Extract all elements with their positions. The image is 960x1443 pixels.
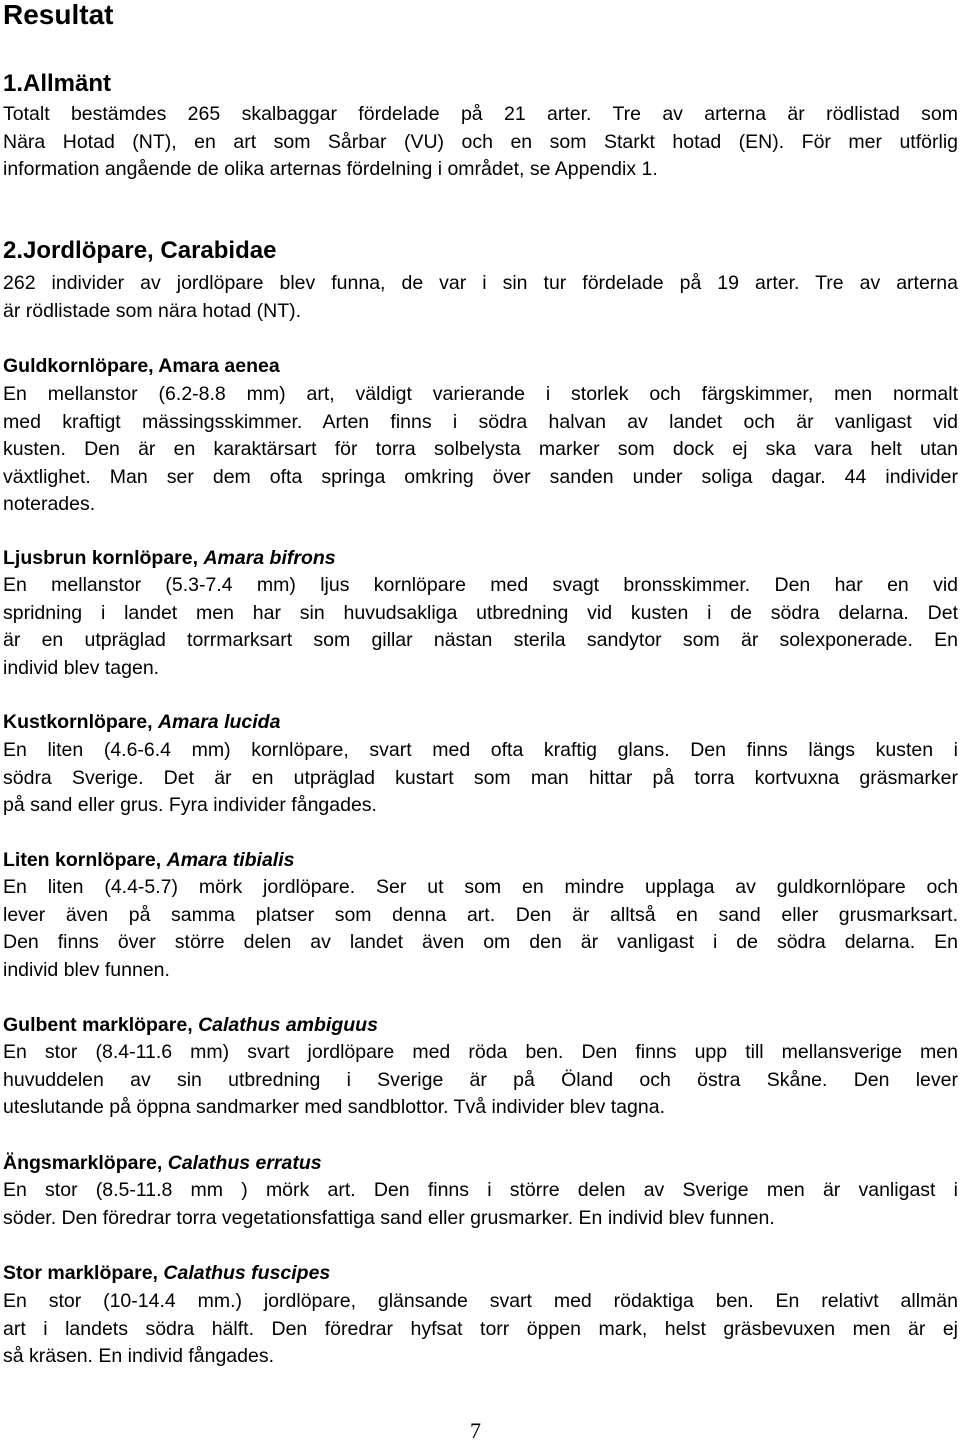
species-heading bbox=[3, 353, 280, 379]
species-latin-name: Amara tibialis bbox=[166, 849, 295, 871]
species-description bbox=[3, 381, 958, 519]
species-name: Kustkornlöpare, bbox=[3, 711, 158, 733]
section-heading-allmant: 1.Allmänt bbox=[3, 70, 112, 97]
text-line: uteslutande på öppna sandmarker med sandblottor. Två individer blev tagna. bbox=[3, 1096, 665, 1118]
species-description bbox=[3, 1177, 958, 1232]
text-line: Den finns över större delen av landet även om den är vanligast i de södra delarna. En bbox=[3, 931, 958, 953]
section-paragraph-jordlopare bbox=[3, 270, 958, 325]
text-line: växtlighet. Man ser dem ofta springa omkring över sanden under soliga dagar. 44 individer bbox=[3, 465, 958, 488]
text-line: individ blev tagen. bbox=[3, 656, 160, 679]
species-name: Ängsmarklöpare, bbox=[3, 1152, 168, 1174]
species-latin-name: Amara bifrons bbox=[203, 547, 336, 569]
text-line: lever även på samma platser som denna art. Den är alltså en sand eller grusmarksart. bbox=[3, 903, 958, 926]
species-latin-name: Amara lucida bbox=[157, 711, 281, 733]
text-line: Totalt bestämdes 265 skalbaggar fördelade på 21 arter. Tre av arterna är rödlistad som bbox=[3, 103, 958, 125]
page-title: Resultat bbox=[3, 0, 114, 30]
text-line: så kräsen. En individ fångades. bbox=[3, 1345, 275, 1367]
species-heading bbox=[3, 1260, 330, 1286]
species-name: Gulbent marklöpare, bbox=[3, 1014, 199, 1036]
species-description bbox=[3, 1039, 958, 1122]
species-name: Ljusbrun kornlöpare, bbox=[3, 547, 204, 569]
text-line: är en utpräglad torrmarksart som gillar nästan sterila sandytor som är solexponerade. En bbox=[3, 629, 958, 651]
text-line: En stor (10-14.4 mm.) jordlöpare, glänsande svart med rödaktiga ben. En relativt allmän bbox=[3, 1290, 958, 1312]
text-line: En mellanstor (6.2-8.8 mm) art, väldigt varierande i storlek och färgskimmer, men normalt bbox=[3, 383, 958, 405]
text-line: på sand eller grus. Fyra individer fångades. bbox=[3, 794, 377, 816]
species-heading bbox=[3, 847, 295, 873]
species-heading bbox=[3, 1150, 322, 1176]
text-line: En stor (8.5-11.8 mm ) mörk art. Den finns i större delen av Sverige men är vanligast i bbox=[3, 1179, 958, 1201]
page-number: 7 bbox=[470, 1418, 481, 1443]
species-name: Guldkornlöpare, bbox=[3, 355, 159, 377]
text-line: individ blev funnen. bbox=[3, 958, 170, 981]
species-description bbox=[3, 874, 958, 984]
text-line: En liten (4.4-5.7) mörk jordlöpare. Ser ut som en mindre upplaga av guldkornlöpare och bbox=[3, 876, 958, 898]
text-line: söder. Den föredrar torra vegetationsfattiga sand eller grusmarker. En individ blev funnen. bbox=[3, 1206, 775, 1229]
section-heading-jordlopare: 2.Jordlöpare, Carabidae bbox=[3, 237, 277, 264]
text-line: är rödlistade som nära hotad (NT). bbox=[3, 299, 302, 322]
text-line: kusten. Den är en karaktärsart för torra solbelysta marker som dock ej ska vara helt utan bbox=[3, 438, 958, 460]
text-line: Nära Hotad (NT), en art som Sårbar (VU) och en som Starkt hotad (EN). För mer utförlig bbox=[3, 130, 958, 153]
species-name: Stor marklöpare, bbox=[3, 1262, 164, 1284]
text-line: noterades. bbox=[3, 493, 96, 515]
text-line: huvuddelen av sin utbredning i Sverige är på Öland och östra Skåne. Den lever bbox=[3, 1068, 958, 1091]
section-paragraph-allmant bbox=[3, 101, 958, 184]
text-line: med kraftigt mässingsskimmer. Arten finns i södra halvan av landet och är vanligast vid bbox=[3, 410, 958, 433]
species-latin-name: Amara aenea bbox=[158, 355, 280, 377]
text-line: södra Sverige. Det är en utpräglad kustart som man hittar på torra kortvuxna gräsmarker bbox=[3, 766, 958, 789]
species-latin-name: Calathus ambiguus bbox=[198, 1014, 378, 1036]
species-heading bbox=[3, 709, 280, 735]
species-heading bbox=[3, 545, 336, 571]
species-latin-name: Calathus erratus bbox=[167, 1152, 322, 1174]
text-line: spridning i landet men har sin huvudsakliga utbredning vid kusten i de södra delarna. Det bbox=[3, 601, 958, 624]
species-description bbox=[3, 1288, 958, 1371]
species-description bbox=[3, 737, 958, 820]
text-line: En stor (8.4-11.6 mm) svart jordlöpare med röda ben. Den finns upp till mellansverige men bbox=[3, 1041, 958, 1063]
species-heading bbox=[3, 1012, 378, 1038]
text-line: En mellanstor (5.3-7.4 mm) ljus kornlöpare med svagt bronsskimmer. Den har en vid bbox=[3, 574, 958, 596]
species-latin-name: Calathus fuscipes bbox=[163, 1262, 331, 1284]
species-name: Liten kornlöpare, bbox=[3, 849, 167, 871]
text-line: 262 individer av jordlöpare blev funna, de var i sin tur fördelade på 19 arter. Tre av arterna bbox=[3, 272, 958, 294]
species-description bbox=[3, 572, 958, 682]
text-line: En liten (4.6-6.4 mm) kornlöpare, svart med ofta kraftig glans. Den finns längs kusten i bbox=[3, 739, 958, 761]
text-line: art i landets södra hälft. Den föredrar hyfsat torr öppen mark, helst gräsbevuxen men är ej bbox=[3, 1317, 958, 1340]
text-line: information angående de olika arternas fördelning i området, se Appendix 1. bbox=[3, 158, 658, 180]
